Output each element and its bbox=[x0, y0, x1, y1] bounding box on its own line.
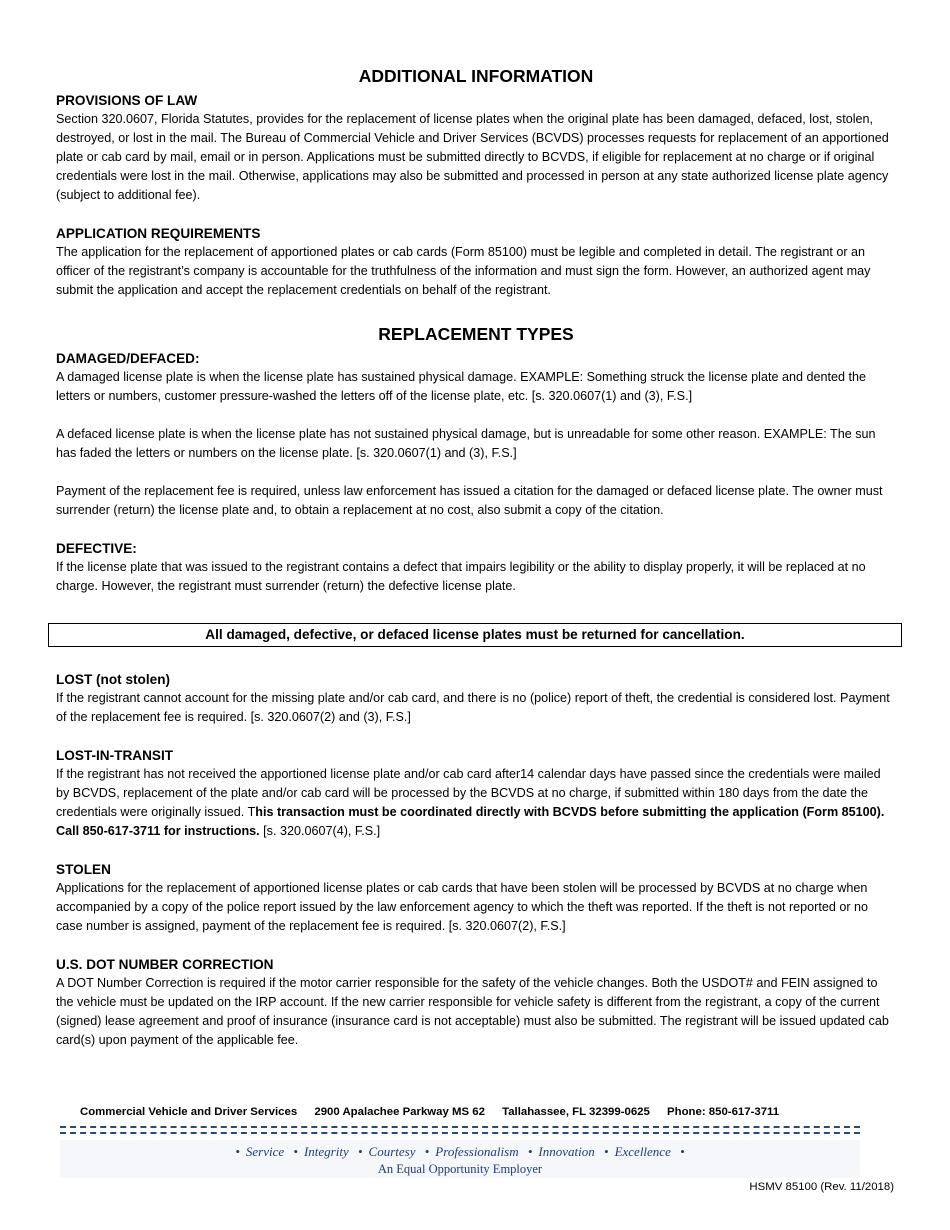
dot-text: A DOT Number Correction is required if the motor carrier responsible for the safety of the vehicle changes. Both the USDOT# and FEIN assigned to the vehicle must be updated on the IRP account. If the new carrier responsible for vehicle safety is different from the registrant, a copy of the current (signed) lease agreement and proof of insurance (insurance card is not acceptable) must also be submitted. The registrant will be issued updated cab card(s) upon payment of the applicable fee. bbox=[56, 976, 889, 1047]
requirements-heading: APPLICATION REQUIREMENTS bbox=[56, 226, 261, 241]
value-courtesy: Courtesy bbox=[368, 1144, 416, 1159]
lost-text: If the registrant cannot account for the missing plate and/or cab card, and there is no (police) report of theft, the credential is considered lost. Payment of the replacement fee is required. [s. 320.0607(2) and (3), F.S.] bbox=[56, 691, 890, 724]
value-service: Service bbox=[245, 1144, 285, 1159]
document-body bbox=[56, 66, 896, 596]
provisions-text: Section 320.0607, Florida Statutes, provides for the replacement of license plates when the original plate has been damaged, defaced, lost, stolen, destroyed, or lost in the mail. The Bureau of Commercial Vehicle and Driver Services (BCVDS) processes requests for replacement of an apportioned plate or cab card by mail, email or in person. Applications must be submitted directly to BCVDS, if eligible for replacement at no charge or if original credentials were lost in the mail. Otherwise, applications may also be submitted and processed in person at any state authorized license plate agency (subject to additional fee). bbox=[56, 112, 889, 202]
transit-heading: LOST-IN-TRANSIT bbox=[56, 748, 174, 763]
value-professionalism: Professionalism bbox=[435, 1144, 519, 1159]
lost-section bbox=[56, 670, 896, 1050]
damaged-paragraph-1: A damaged license plate is when the license plate has sustained physical damage. EXAMPLE: Something struck the license plate and dented the letters or numbers, customer pressure-washed the letters off of the license plate, etc. [s. 320.0607(1) and (3), F.S.] bbox=[56, 370, 866, 403]
footer-phone: Phone: 850-617-3711 bbox=[667, 1106, 780, 1118]
lost-heading: LOST (not stolen) bbox=[56, 672, 171, 687]
damaged-paragraph-2: A defaced license plate is when the license plate has not sustained physical damage, but is unreadable for some other reason. EXAMPLE: The sun has faded the letters or numbers on the license plate. [s. 320.0607(1) and (3), F.S.] bbox=[56, 427, 876, 460]
defective-text: If the license plate that was issued to the registrant contains a defect that impairs legibility or the ability to display properly, it will be replaced at no charge. However, the registrant must surrender (return) the defective license plate. bbox=[56, 560, 866, 593]
divider-dashed-top bbox=[60, 1126, 860, 1128]
equal-opportunity-employer: An Equal Opportunity Employer bbox=[377, 1162, 543, 1176]
value-excellence: Excellence bbox=[614, 1144, 671, 1159]
footer-city: Tallahassee, FL 32399-0625 bbox=[502, 1106, 650, 1118]
transit-text bbox=[56, 765, 896, 841]
damaged-paragraph-3: Payment of the replacement fee is required, unless law enforcement has issued a citation for the damaged or defaced license plate. The owner must surrender (return) the license plate and, to obtain a replacement at no cost, also submit a copy of the citation. bbox=[56, 484, 883, 517]
requirements-text: The application for the replacement of apportioned plates or cab cards (Form 85100) must be legible and completed in detail. The registrant or an officer of the registrant’s company is accountable for the truthfulness of the information and must sign the form. However, an authorized agent may submit the application and accept the replacement credentials on behalf of the registrant. bbox=[56, 245, 871, 297]
damaged-heading: DAMAGED/DEFACED: bbox=[56, 351, 200, 366]
divider-dashed-bottom bbox=[60, 1132, 860, 1134]
values-line: • Service • Integrity • Courtesy • Professionalism • Innovation • Excellence • bbox=[235, 1144, 685, 1159]
notice-box: All damaged, defective, or defaced license plates must be returned for cancellation. bbox=[48, 623, 902, 647]
footer-street: 2900 Apalachee Parkway MS 62 bbox=[314, 1106, 485, 1118]
provisions-heading: PROVISIONS OF LAW bbox=[56, 93, 198, 108]
dot-heading: U.S. DOT NUMBER CORRECTION bbox=[56, 957, 274, 972]
page-title: ADDITIONAL INFORMATION bbox=[358, 66, 594, 86]
defective-heading: DEFECTIVE: bbox=[56, 541, 137, 556]
stolen-text: Applications for the replacement of apportioned license plates or cab cards that have been stolen will be processed by BCVDS at no charge when accompanied by a copy of the police report issued by the law enforcement agency to which the theft was reported. If the theft is not reported or no case number is assigned, payment of the replacement fee is required. [s. 320.0607(2), F.S.] bbox=[56, 881, 869, 933]
value-integrity: Integrity bbox=[303, 1144, 349, 1159]
value-innovation: Innovation bbox=[538, 1144, 595, 1159]
section-title-replacement-types: REPLACEMENT TYPES bbox=[378, 324, 574, 344]
transit-text-c: [s. 320.0607(4), F.S.] bbox=[259, 824, 381, 838]
transit-text-bold: his transaction must be coordinated directly with BCVDS before submitting the application (Form 85100). Call 850-617-3711 for instructions. bbox=[56, 805, 885, 838]
stolen-heading: STOLEN bbox=[56, 862, 111, 877]
footer-org: Commercial Vehicle and Driver Services bbox=[80, 1106, 298, 1118]
transit-text-a: If the registrant has not received the apportioned license plate and/or cab card after14 calendar days have passed since the credentials were mailed by BCVDS, replacement of the plate and/or cab card will be processed by the BCVDS at no charge, if submitted within 180 days from the date the credentials were originally issued. T bbox=[56, 767, 881, 819]
form-number: HSMV 85100 (Rev. 11/2018) bbox=[749, 1181, 894, 1193]
footer-address bbox=[80, 1106, 793, 1118]
